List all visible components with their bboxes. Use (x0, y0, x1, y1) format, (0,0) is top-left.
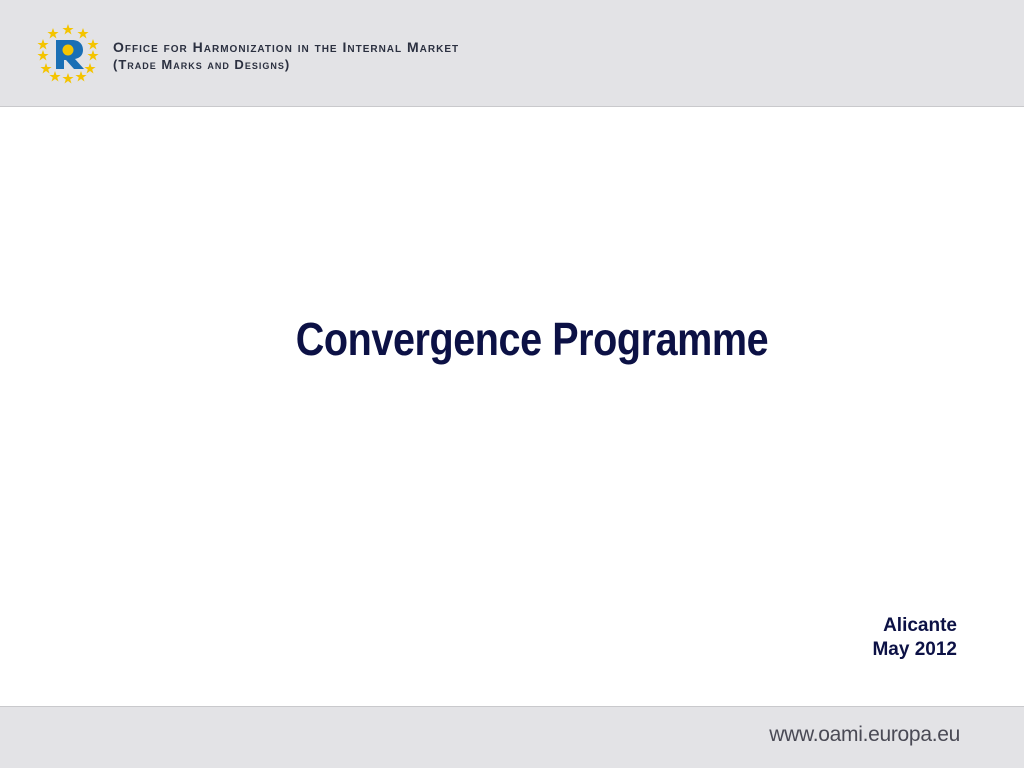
organization-name-line2: (Trade Marks and Designs) (113, 57, 291, 72)
date-label: May 2012 (872, 639, 957, 660)
header-bar (0, 0, 1024, 107)
slide-title: Convergence Programme (295, 313, 769, 365)
ohim-logo-icon (36, 22, 100, 86)
website-url: www.oami.europa.eu (769, 723, 960, 746)
organization-name-line1: Office for Harmonization in the Internal Market (113, 39, 460, 55)
place-and-date (872, 614, 957, 662)
organization-name (113, 38, 459, 74)
place-label: Alicante (883, 615, 957, 636)
footer-bar (0, 706, 1024, 768)
